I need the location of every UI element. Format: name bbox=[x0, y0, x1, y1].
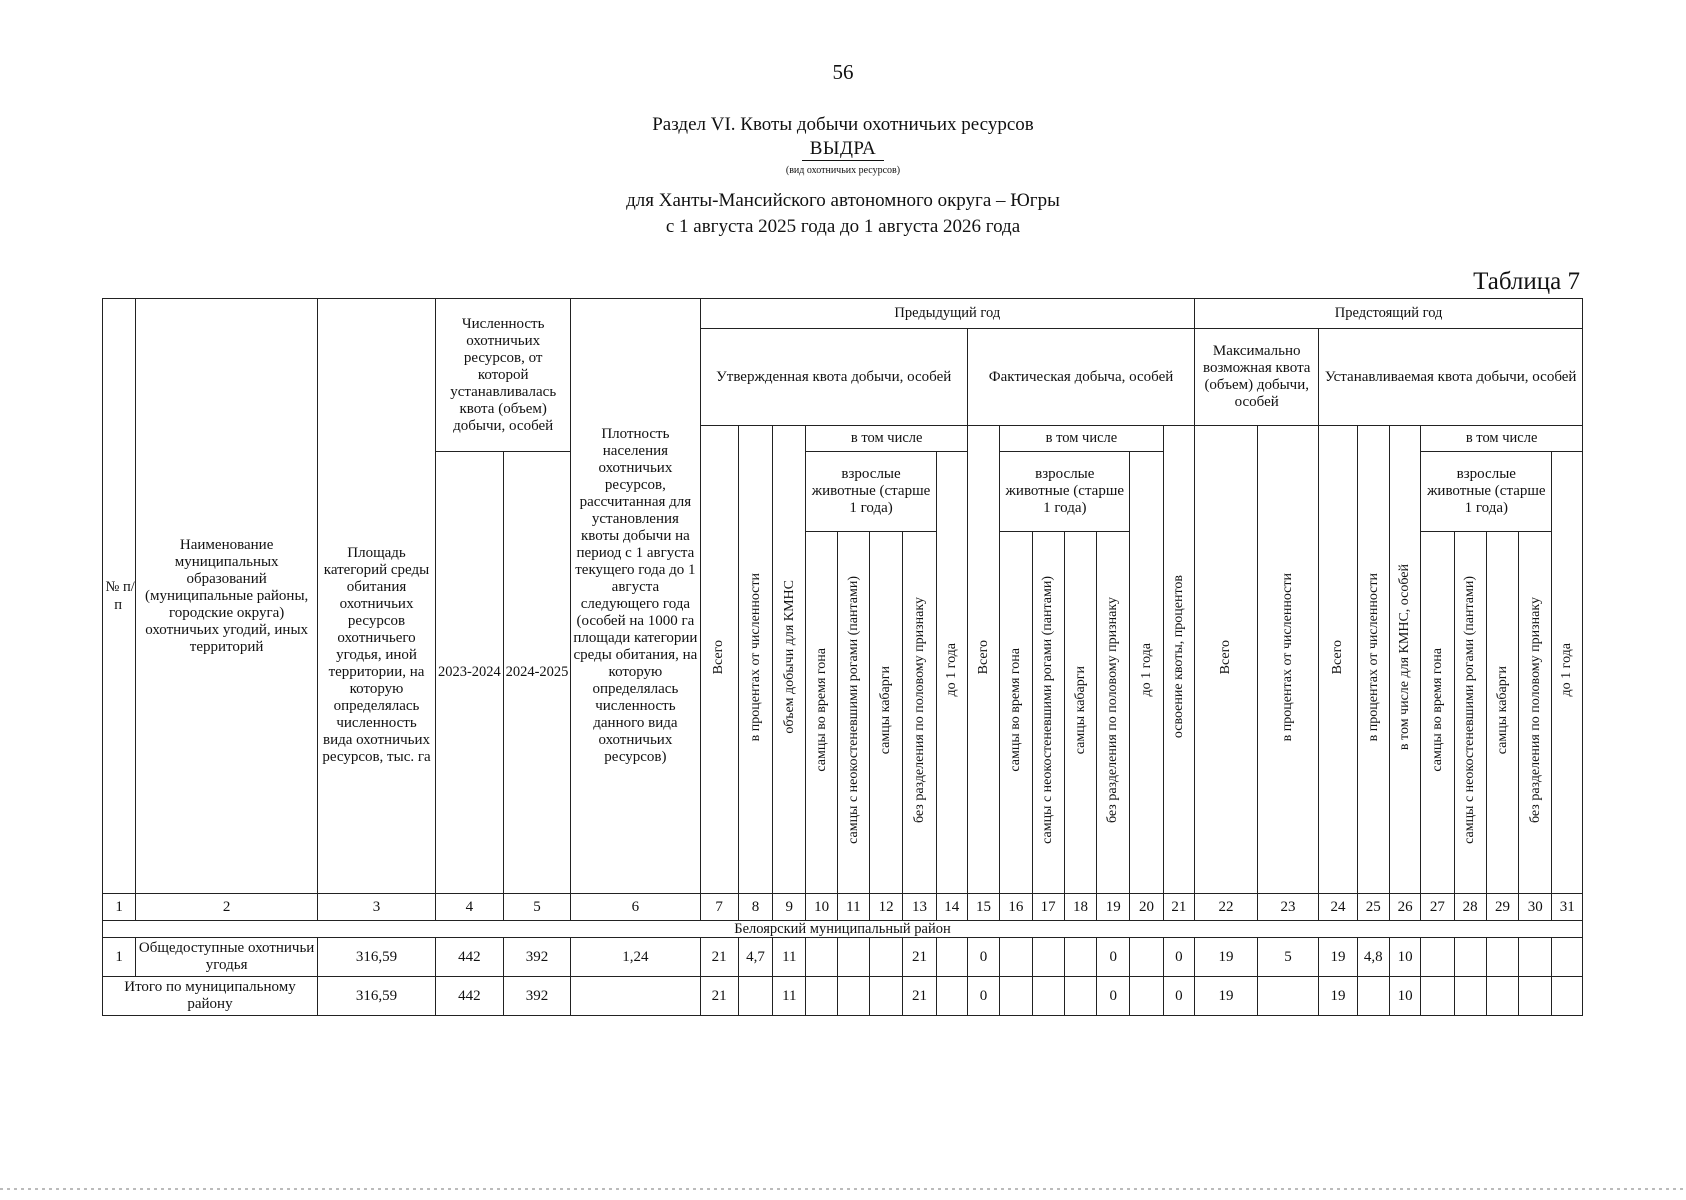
cell: 4,7 bbox=[738, 938, 772, 977]
hdr-c16: самцы во время гона bbox=[1000, 532, 1032, 894]
cell bbox=[1486, 977, 1518, 1016]
hdr-set-quota: Устанавливаемая квота добычи, особей bbox=[1319, 329, 1583, 426]
cell: 442 bbox=[436, 938, 504, 977]
col-num: 17 bbox=[1032, 894, 1064, 921]
cell bbox=[806, 938, 837, 977]
cell: 1,24 bbox=[571, 938, 700, 977]
cell bbox=[837, 938, 869, 977]
cell bbox=[1454, 977, 1486, 1016]
cell bbox=[1454, 938, 1486, 977]
hdr-c13: без разделения по половому признаку bbox=[903, 532, 936, 894]
cell: 392 bbox=[503, 977, 571, 1016]
cell bbox=[1000, 938, 1032, 977]
hdr-c8: в процентах от численности bbox=[738, 426, 772, 894]
cell bbox=[1000, 977, 1032, 1016]
cell: 19 bbox=[1195, 938, 1258, 977]
col-num: 4 bbox=[436, 894, 504, 921]
hdr-area: Площадь категорий среды обитания охотничьих ресурсов охотничьего угодья, иной территории, на которую определялась численность вида охотничьих ресурсов, тыс. га bbox=[317, 299, 435, 894]
col-num: 22 bbox=[1195, 894, 1258, 921]
cell bbox=[1130, 938, 1163, 977]
cell bbox=[1421, 977, 1454, 1016]
cell bbox=[870, 977, 903, 1016]
hdr-c31: до 1 года bbox=[1552, 452, 1583, 894]
cell bbox=[1519, 938, 1552, 977]
district-name: Белоярский муниципальный район bbox=[103, 921, 1583, 938]
total-row bbox=[103, 977, 1583, 1016]
hdr-c15: Всего bbox=[967, 426, 999, 894]
cell: 10 bbox=[1389, 938, 1420, 977]
cell bbox=[1519, 977, 1552, 1016]
col-num: 23 bbox=[1257, 894, 1319, 921]
hdr-year-1: 2023-2024 bbox=[436, 452, 504, 894]
cell bbox=[936, 938, 967, 977]
col-num: 29 bbox=[1486, 894, 1518, 921]
hdr-max-quota: Максимально возможная квота (объем) добычи, особей bbox=[1195, 329, 1319, 426]
hdr-c24: Всего bbox=[1319, 426, 1357, 894]
column-number-row bbox=[103, 894, 1583, 921]
cell: 21 bbox=[903, 938, 936, 977]
hdr-c19: без разделения по половому признаку bbox=[1097, 532, 1130, 894]
cell bbox=[1552, 938, 1583, 977]
hdr-including-2: в том числе bbox=[1000, 426, 1163, 452]
col-num: 1 bbox=[103, 894, 136, 921]
cell: 316,59 bbox=[317, 977, 435, 1016]
hdr-year-2: 2024-2025 bbox=[503, 452, 571, 894]
col-num: 31 bbox=[1552, 894, 1583, 921]
col-num: 13 bbox=[903, 894, 936, 921]
cell bbox=[1357, 977, 1389, 1016]
col-num: 30 bbox=[1519, 894, 1552, 921]
hdr-c17: самцы с неокостеневшими рогами (пантами) bbox=[1032, 532, 1064, 894]
cell bbox=[738, 977, 772, 1016]
cell bbox=[837, 977, 869, 1016]
cell bbox=[806, 977, 837, 1016]
col-num: 8 bbox=[738, 894, 772, 921]
hdr-c29: самцы кабарги bbox=[1486, 532, 1518, 894]
hdr-c30: без разделения по половому признаку bbox=[1519, 532, 1552, 894]
hdr-c27: самцы во время гона bbox=[1421, 532, 1454, 894]
hdr-c12: самцы кабарги bbox=[870, 532, 903, 894]
hdr-c21: освоение квоты, процентов bbox=[1163, 426, 1194, 894]
cell: 10 bbox=[1389, 977, 1420, 1016]
col-num: 11 bbox=[837, 894, 869, 921]
col-num: 12 bbox=[870, 894, 903, 921]
cell: 19 bbox=[1195, 977, 1258, 1016]
cell: 0 bbox=[967, 938, 999, 977]
col-num: 6 bbox=[571, 894, 700, 921]
species-caption: (вид охотничьих ресурсов) bbox=[785, 165, 901, 176]
hdr-c18: самцы кабарги bbox=[1064, 532, 1096, 894]
quota-table bbox=[102, 298, 1583, 1016]
col-num: 25 bbox=[1357, 894, 1389, 921]
hdr-including-1: в том числе bbox=[806, 426, 967, 452]
col-num: 20 bbox=[1130, 894, 1163, 921]
cell bbox=[1064, 938, 1096, 977]
hdr-name: Наименование муниципальных образований (муниципальные районы, городские округа) охотничьих угодий, иных территорий bbox=[136, 299, 318, 894]
cell bbox=[1130, 977, 1163, 1016]
scan-edge-artifact bbox=[0, 1188, 1686, 1190]
district-row bbox=[103, 921, 1583, 938]
col-num: 18 bbox=[1064, 894, 1096, 921]
hdr-c22: Всего bbox=[1195, 426, 1258, 894]
cell: 5 bbox=[1257, 938, 1319, 977]
cell: 392 bbox=[503, 938, 571, 977]
col-num: 27 bbox=[1421, 894, 1454, 921]
page-number: 56 bbox=[832, 60, 854, 84]
cell bbox=[1064, 977, 1096, 1016]
col-num: 16 bbox=[1000, 894, 1032, 921]
total-label: Итого по муниципальному району bbox=[103, 977, 318, 1016]
hdr-actual-harvest: Фактическая добыча, особей bbox=[967, 329, 1194, 426]
hdr-c20: до 1 года bbox=[1130, 452, 1163, 894]
cell: 0 bbox=[1163, 977, 1194, 1016]
hdr-c11: самцы с неокостеневшими рогами (пантами) bbox=[837, 532, 869, 894]
cell: 1 bbox=[103, 938, 136, 977]
table-label: Таблица 7 bbox=[1473, 268, 1580, 295]
col-num: 24 bbox=[1319, 894, 1357, 921]
hdr-including-3: в том числе bbox=[1421, 426, 1583, 452]
cell: 442 bbox=[436, 977, 504, 1016]
col-num: 14 bbox=[936, 894, 967, 921]
col-num: 5 bbox=[503, 894, 571, 921]
hdr-adults-1: взрослые животные (старше 1 года) bbox=[806, 452, 936, 532]
cell bbox=[1257, 977, 1319, 1016]
cell: 11 bbox=[773, 938, 806, 977]
cell: 4,8 bbox=[1357, 938, 1389, 977]
hdr-c26: в том числе для КМНС, особей bbox=[1389, 426, 1420, 894]
hdr-approved-quota: Утвержденная квота добычи, особей bbox=[700, 329, 967, 426]
section-title: Раздел VI. Квоты добычи охотничьих ресурсов bbox=[652, 114, 1034, 135]
hdr-c28: самцы с неокостеневшими рогами (пантами) bbox=[1454, 532, 1486, 894]
hdr-c7: Всего bbox=[700, 426, 738, 894]
col-num: 9 bbox=[773, 894, 806, 921]
col-num: 2 bbox=[136, 894, 318, 921]
hdr-density: Плотность населения охотничьих ресурсов, рассчитанная для установления квоты добычи на период с 1 августа текущего года до 1 августа следующего года (особей на 1000 га площади категории среды обитания, на которую определялась численность данного вида охотничьих ресурсов) bbox=[571, 299, 700, 894]
hdr-adults-2: взрослые животные (старше 1 года) bbox=[1000, 452, 1130, 532]
cell: 0 bbox=[1097, 938, 1130, 977]
col-num: 28 bbox=[1454, 894, 1486, 921]
period-line: с 1 августа 2025 года до 1 августа 2026 года bbox=[665, 216, 1021, 237]
region-line: для Ханты-Мансийского автономного округа – Югры bbox=[626, 190, 1060, 211]
hdr-c14: до 1 года bbox=[936, 452, 967, 894]
species-name: ВЫДРА bbox=[0, 138, 1686, 160]
cell: 0 bbox=[1163, 938, 1194, 977]
hdr-no: № п/п bbox=[103, 299, 136, 894]
hdr-next-year: Предстоящий год bbox=[1195, 299, 1583, 329]
col-num: 3 bbox=[317, 894, 435, 921]
col-num: 26 bbox=[1389, 894, 1420, 921]
cell bbox=[936, 977, 967, 1016]
table-row bbox=[103, 938, 1583, 977]
cell: 21 bbox=[700, 977, 738, 1016]
hdr-adults-3: взрослые животные (старше 1 года) bbox=[1421, 452, 1552, 532]
cell: 19 bbox=[1319, 938, 1357, 977]
cell: 0 bbox=[1097, 977, 1130, 1016]
cell: 11 bbox=[773, 977, 806, 1016]
col-num: 21 bbox=[1163, 894, 1194, 921]
hdr-c23: в процентах от численности bbox=[1257, 426, 1319, 894]
cell: 19 bbox=[1319, 977, 1357, 1016]
cell: 21 bbox=[700, 938, 738, 977]
col-num: 10 bbox=[806, 894, 837, 921]
col-num: 15 bbox=[967, 894, 999, 921]
cell: 21 bbox=[903, 977, 936, 1016]
hdr-c9: объем добычи для КМНС bbox=[773, 426, 806, 894]
cell bbox=[1032, 977, 1064, 1016]
hdr-c25: в процентах от численности bbox=[1357, 426, 1389, 894]
cell: Общедоступные охотничьи угодья bbox=[136, 938, 318, 977]
cell bbox=[870, 938, 903, 977]
cell bbox=[571, 977, 700, 1016]
cell bbox=[1032, 938, 1064, 977]
col-num: 19 bbox=[1097, 894, 1130, 921]
hdr-c10: самцы во время гона bbox=[806, 532, 837, 894]
cell: 0 bbox=[967, 977, 999, 1016]
hdr-prev-year: Предыдущий год bbox=[700, 299, 1195, 329]
cell: 316,59 bbox=[317, 938, 435, 977]
cell bbox=[1486, 938, 1518, 977]
hdr-population: Численность охотничьих ресурсов, от которой устанавливалась квота (объем) добычи, особей bbox=[436, 299, 571, 452]
cell bbox=[1421, 938, 1454, 977]
cell bbox=[1552, 977, 1583, 1016]
col-num: 7 bbox=[700, 894, 738, 921]
